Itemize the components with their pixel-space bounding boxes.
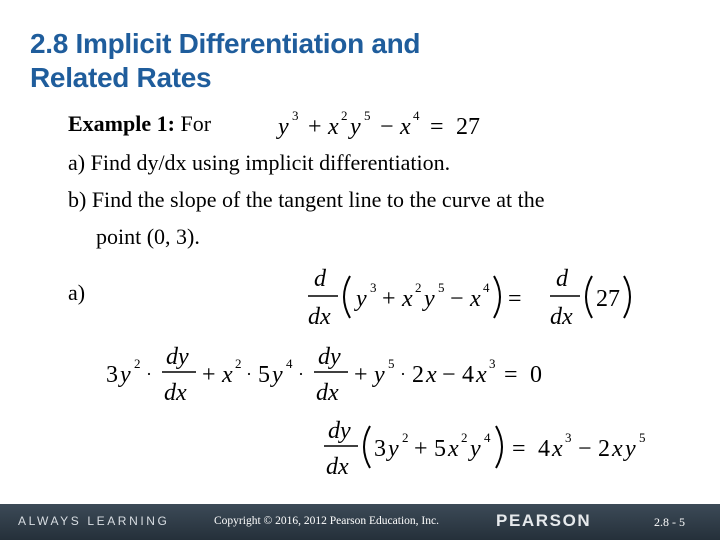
svg-text:x: x (328, 114, 339, 140)
svg-text:5: 5 (364, 108, 371, 123)
svg-text:x: x (400, 114, 411, 140)
svg-text:dx: dx (326, 454, 349, 480)
svg-text:3: 3 (106, 362, 118, 388)
svg-text:4: 4 (462, 362, 474, 388)
svg-text:d: d (314, 266, 326, 292)
svg-text:4: 4 (413, 108, 420, 123)
svg-text:4: 4 (538, 436, 550, 462)
svg-text:x: x (222, 362, 233, 388)
svg-text:3: 3 (292, 108, 299, 123)
svg-text:−: − (380, 114, 394, 140)
footer-copyright: Copyright © 2016, 2012 Pearson Education, Inc. (214, 515, 439, 527)
part-a-label: a) (68, 280, 86, 305)
footer-bar (0, 504, 720, 540)
svg-text:·: · (298, 364, 304, 384)
svg-text:=: = (430, 114, 444, 140)
svg-text:x: x (402, 286, 413, 312)
svg-text:dy: dy (328, 418, 351, 444)
svg-text:3: 3 (565, 430, 572, 445)
svg-text:5: 5 (388, 356, 395, 371)
svg-text:y: y (356, 286, 367, 312)
svg-text:dy: dy (318, 344, 341, 370)
svg-text:+: + (414, 436, 428, 462)
part-b-line-2: point (0, 3). (96, 224, 200, 249)
svg-text:−: − (578, 436, 592, 462)
svg-text:dy: dy (166, 344, 189, 370)
svg-text:dx: dx (164, 380, 187, 406)
svg-text:3: 3 (370, 280, 377, 295)
svg-text:5: 5 (438, 280, 445, 295)
svg-text:2: 2 (402, 430, 409, 445)
svg-text:5: 5 (258, 362, 270, 388)
svg-text:4: 4 (483, 280, 490, 295)
svg-text:5: 5 (434, 436, 446, 462)
svg-text:5: 5 (639, 430, 646, 445)
svg-text:=: = (504, 362, 518, 388)
svg-text:y: y (272, 362, 283, 388)
svg-text:4: 4 (484, 430, 491, 445)
svg-text:x: x (470, 286, 481, 312)
svg-text:−: − (442, 362, 456, 388)
svg-text:+: + (202, 362, 216, 388)
svg-text:·: · (246, 364, 252, 384)
svg-text:2: 2 (412, 362, 424, 388)
step-1-equation (300, 262, 640, 332)
svg-text:2: 2 (415, 280, 422, 295)
svg-text:2: 2 (598, 436, 610, 462)
svg-text:27: 27 (596, 286, 620, 312)
svg-text:dx: dx (316, 380, 339, 406)
svg-text:2: 2 (341, 108, 348, 123)
svg-text:+: + (354, 362, 368, 388)
svg-text:y: y (625, 436, 636, 462)
svg-text:y: y (424, 286, 435, 312)
svg-text:3: 3 (489, 356, 496, 371)
slide-title (30, 27, 670, 95)
step-3-equation (320, 414, 670, 484)
svg-text:2: 2 (461, 430, 468, 445)
svg-text:y: y (350, 114, 361, 140)
svg-text:4: 4 (286, 356, 293, 371)
svg-text:y: y (470, 436, 481, 462)
svg-text:y: y (388, 436, 399, 462)
title-line-1: 2.8 Implicit Differentiation and (30, 28, 421, 59)
svg-text:x: x (426, 362, 437, 388)
svg-text:x: x (552, 436, 563, 462)
svg-text:y: y (120, 362, 131, 388)
part-a-text: a) Find dy/dx using implicit differentiation. (68, 150, 451, 175)
svg-text:+: + (382, 286, 396, 312)
svg-text:2: 2 (235, 356, 242, 371)
part-b-line-1: b) Find the slope of the tangent line to the curve at the (68, 187, 545, 212)
svg-text:x: x (612, 436, 623, 462)
title-line-2: Related Rates (30, 62, 212, 93)
svg-text:y: y (374, 362, 385, 388)
svg-text:d: d (556, 266, 568, 292)
svg-text:x: x (448, 436, 459, 462)
svg-text:3: 3 (374, 436, 386, 462)
footer-brand-left: ALWAYS LEARNING (18, 514, 170, 528)
example-line (68, 111, 211, 137)
example-equation (276, 106, 506, 142)
svg-text:·: · (146, 364, 152, 384)
svg-text:y: y (278, 114, 289, 140)
svg-text:x: x (476, 362, 487, 388)
step-2-equation (104, 340, 574, 410)
svg-text:·: · (400, 364, 406, 384)
pearson-logo: PEARSON (496, 511, 592, 530)
svg-text:0: 0 (530, 362, 542, 388)
svg-text:=: = (512, 436, 526, 462)
svg-text:dx: dx (550, 304, 573, 330)
example-for-word: For (180, 111, 212, 136)
page-number: 2.8 - 5 (654, 515, 685, 529)
example-label: Example 1: (68, 111, 175, 136)
svg-text:27: 27 (456, 114, 480, 140)
svg-text:−: − (450, 286, 464, 312)
svg-text:2: 2 (134, 356, 141, 371)
svg-text:+: + (308, 114, 322, 140)
svg-text:=: = (508, 286, 522, 312)
svg-text:dx: dx (308, 304, 331, 330)
